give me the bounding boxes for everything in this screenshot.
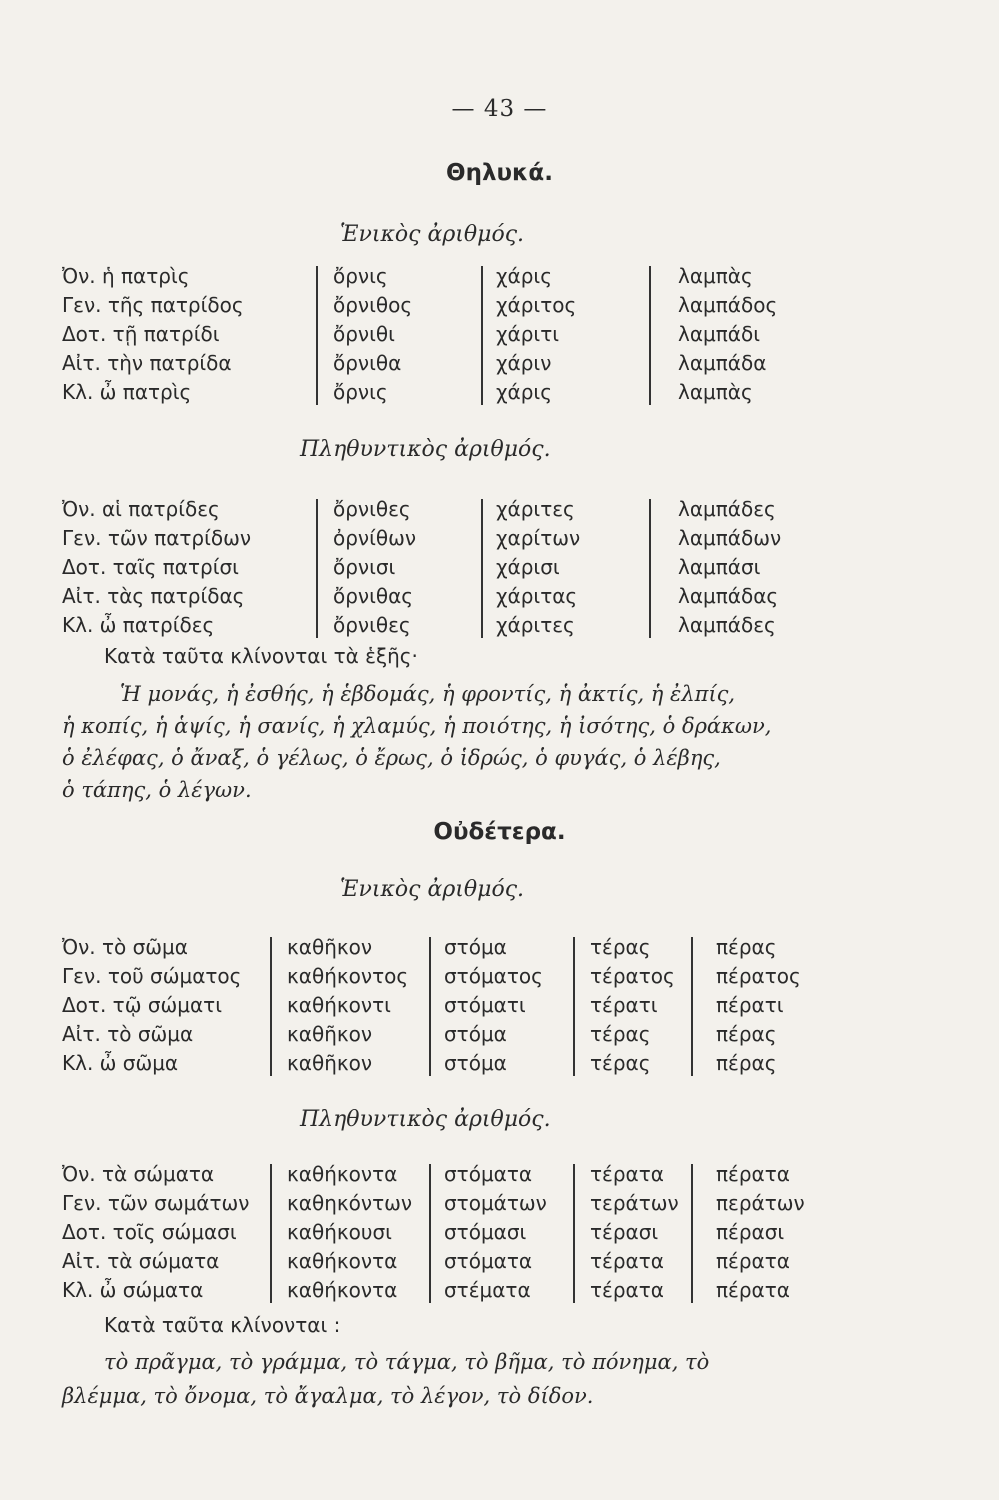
feminine-plural-cell-r5-c3: χάριτες <box>496 613 575 637</box>
section-title-neuter: Οὐδέτερα. <box>433 819 566 845</box>
neuter-plural-cell-r4-c5: πέρατα <box>716 1249 790 1273</box>
feminine-plural-column-divider <box>481 499 483 638</box>
neuter-plural-column-divider <box>270 1164 272 1303</box>
neuter-singular-cell-r2-c5: πέρατος <box>716 964 801 988</box>
neuter-plural-cell-r3-c2: καθήκουσι <box>287 1220 392 1244</box>
neuter-singular-cell-r5-c3: στόμα <box>444 1051 507 1075</box>
feminine-plural-cell-r5-c4: λαμπάδες <box>678 613 776 637</box>
neuter-plural-cell-r5-c2: καθήκοντα <box>287 1278 398 1302</box>
neuter-singular-cell-r1-c5: πέρας <box>716 935 777 959</box>
neuter-plural-cell-r4-c2: καθήκοντα <box>287 1249 398 1273</box>
feminine-singular-cell-r2-c2: ὄρνιθος <box>333 293 413 317</box>
neuter-singular-cell-r2-c1: Γεν. τοῦ σώματος <box>62 964 242 988</box>
neuter-list-line-1: τὸ πρᾶγμα, τὸ γράμμα, τὸ τάγμα, τὸ βῆμα, τὸ πόνημα, τὸ <box>104 1350 710 1374</box>
neuter-singular-cell-r2-c2: καθήκοντος <box>287 964 409 988</box>
neuter-plural-cell-r5-c1: Κλ. ὦ σώματα <box>62 1278 204 1302</box>
feminine-singular-cell-r5-c2: ὄρνις <box>333 380 388 404</box>
neuter-plural-cell-r3-c4: τέρασι <box>590 1220 659 1244</box>
feminine-plural-cell-r5-c2: ὄρνιθες <box>333 613 411 637</box>
feminine-singular-column-divider <box>316 266 318 405</box>
feminine-plural-column-divider <box>316 499 318 638</box>
feminine-singular-cell-r4-c2: ὄρνιθα <box>333 351 402 375</box>
neuter-plural-cell-r2-c4: τεράτων <box>590 1191 679 1215</box>
neuter-intro: Κατὰ ταῦτα κλίνονται : <box>104 1313 341 1337</box>
neuter-singular-cell-r1-c1: Ὀν. τὸ σῶμα <box>62 935 188 959</box>
neuter-plural-cell-r2-c1: Γεν. τῶν σωμάτων <box>62 1191 250 1215</box>
neuter-singular-cell-r3-c4: τέρατι <box>590 993 658 1017</box>
feminine-plural-table <box>0 495 999 645</box>
neuter-singular-cell-r5-c2: καθῆκον <box>287 1051 373 1075</box>
neuter-plural-cell-r4-c3: στόματα <box>444 1249 533 1273</box>
feminine-singular-column-divider <box>481 266 483 405</box>
feminine-singular-cell-r4-c4: λαμπάδα <box>678 351 767 375</box>
neuter-plural-cell-r1-c2: καθήκοντα <box>287 1162 398 1186</box>
neuter-plural-cell-r2-c2: καθηκόντων <box>287 1191 413 1215</box>
neuter-plural-cell-r4-c1: Αἰτ. τὰ σώματα <box>62 1249 220 1273</box>
neuter-singular-cell-r2-c3: στόματος <box>444 964 543 988</box>
neuter-singular-cell-r3-c2: καθήκοντι <box>287 993 391 1017</box>
feminine-plural-cell-r4-c4: λαμπάδας <box>678 584 779 608</box>
neuter-plural-label: Πληθυντικὸς ἀριθμός. <box>300 1107 551 1132</box>
neuter-singular-cell-r4-c5: πέρας <box>716 1022 777 1046</box>
neuter-singular-column-divider <box>270 937 272 1076</box>
feminine-singular-cell-r1-c3: χάρις <box>496 264 552 288</box>
feminine-plural-cell-r2-c3: χαρίτων <box>496 526 581 550</box>
feminine-plural-cell-r1-c4: λαμπάδες <box>678 497 776 521</box>
neuter-singular-label: Ἑνικὸς ἀριθμός. <box>340 877 525 902</box>
feminine-list-line-4: ὁ τάπης, ὁ λέγων. <box>62 778 252 802</box>
feminine-plural-cell-r2-c2: ὀρνίθων <box>333 526 417 550</box>
neuter-singular-cell-r1-c4: τέρας <box>590 935 651 959</box>
feminine-plural-cell-r4-c2: ὄρνιθας <box>333 584 414 608</box>
neuter-singular-column-divider <box>429 937 431 1076</box>
feminine-singular-cell-r3-c4: λαμπάδι <box>678 322 760 346</box>
neuter-plural-cell-r3-c3: στόμασι <box>444 1220 527 1244</box>
feminine-plural-cell-r3-c4: λαμπάσι <box>678 555 761 579</box>
neuter-plural-cell-r2-c5: περάτων <box>716 1191 805 1215</box>
neuter-singular-cell-r5-c5: πέρας <box>716 1051 777 1075</box>
feminine-singular-cell-r3-c2: ὄρνιθι <box>333 322 395 346</box>
neuter-singular-column-divider <box>691 937 693 1076</box>
feminine-singular-table <box>0 262 999 412</box>
neuter-singular-cell-r1-c3: στόμα <box>444 935 507 959</box>
feminine-singular-cell-r1-c2: ὄρνις <box>333 264 388 288</box>
neuter-singular-cell-r4-c1: Αἰτ. τὸ σῶμα <box>62 1022 194 1046</box>
feminine-singular-cell-r1-c1: Ὀν. ἡ πατρὶς <box>62 264 190 288</box>
feminine-intro: Κατὰ ταῦτα κλίνονται τὰ ἑξῆς· <box>104 644 418 668</box>
neuter-singular-cell-r1-c2: καθῆκον <box>287 935 373 959</box>
feminine-plural-cell-r1-c1: Ὀν. αἱ πατρίδες <box>62 497 220 521</box>
neuter-singular-cell-r3-c3: στόματι <box>444 993 526 1017</box>
neuter-plural-column-divider <box>429 1164 431 1303</box>
neuter-plural-cell-r5-c5: πέρατα <box>716 1278 790 1302</box>
feminine-plural-cell-r3-c1: Δοτ. ταῖς πατρίσι <box>62 555 239 579</box>
neuter-singular-cell-r3-c5: πέρατι <box>716 993 784 1017</box>
neuter-plural-cell-r1-c5: πέρατα <box>716 1162 790 1186</box>
feminine-singular-column-divider <box>649 266 651 405</box>
feminine-singular-cell-r4-c3: χάριν <box>496 351 552 375</box>
feminine-list-line-3: ὁ ἐλέφας, ὁ ἄναξ, ὁ γέλως, ὁ ἔρως, ὁ ἱδρώς, ὁ φυγάς, ὁ λέβης, <box>62 746 721 770</box>
feminine-singular-cell-r3-c1: Δοτ. τῇ πατρίδι <box>62 322 220 346</box>
neuter-plural-column-divider <box>691 1164 693 1303</box>
feminine-plural-cell-r2-c1: Γεν. τῶν πατρίδων <box>62 526 252 550</box>
feminine-plural-cell-r1-c3: χάριτες <box>496 497 575 521</box>
feminine-plural-cell-r3-c2: ὄρνισι <box>333 555 396 579</box>
neuter-singular-cell-r5-c4: τέρας <box>590 1051 651 1075</box>
feminine-list-line-2: ἡ κοπίς, ἡ ἁψίς, ἡ σανίς, ἡ χλαμύς, ἡ ποιότης, ἡ ἰσότης, ὁ δράκων, <box>62 714 772 738</box>
feminine-singular-cell-r2-c3: χάριτος <box>496 293 577 317</box>
neuter-plural-cell-r5-c4: τέρατα <box>590 1278 664 1302</box>
neuter-list-line-2: βλέμμα, τὸ ὄνομα, τὸ ἄγαλμα, τὸ λέγον, τὸ δίδον. <box>62 1384 594 1408</box>
feminine-plural-label: Πληθυντικὸς ἀριθμός. <box>300 437 551 462</box>
page-number: — 43 — <box>451 96 548 122</box>
feminine-singular-cell-r5-c1: Κλ. ὦ πατρὶς <box>62 380 192 404</box>
feminine-singular-cell-r2-c4: λαμπάδος <box>678 293 778 317</box>
neuter-plural-cell-r1-c3: στόματα <box>444 1162 533 1186</box>
neuter-singular-cell-r4-c2: καθῆκον <box>287 1022 373 1046</box>
neuter-singular-cell-r4-c4: τέρας <box>590 1022 651 1046</box>
neuter-plural-cell-r2-c3: στομάτων <box>444 1191 547 1215</box>
neuter-singular-cell-r4-c3: στόμα <box>444 1022 507 1046</box>
feminine-plural-cell-r4-c3: χάριτας <box>496 584 578 608</box>
feminine-singular-label: Ἑνικὸς ἀριθμός. <box>340 222 525 247</box>
feminine-plural-cell-r1-c2: ὄρνιθες <box>333 497 411 521</box>
feminine-singular-cell-r2-c1: Γεν. τῆς πατρίδος <box>62 293 244 317</box>
feminine-plural-cell-r5-c1: Κλ. ὦ πατρίδες <box>62 613 215 637</box>
feminine-singular-cell-r5-c3: χάρις <box>496 380 552 404</box>
neuter-plural-cell-r1-c1: Ὀν. τὰ σώματα <box>62 1162 215 1186</box>
neuter-plural-cell-r3-c1: Δοτ. τοῖς σώμασι <box>62 1220 237 1244</box>
neuter-plural-cell-r3-c5: πέρασι <box>716 1220 785 1244</box>
feminine-plural-cell-r4-c1: Αἰτ. τὰς πατρίδας <box>62 584 245 608</box>
feminine-plural-column-divider <box>649 499 651 638</box>
neuter-plural-column-divider <box>573 1164 575 1303</box>
neuter-plural-cell-r5-c3: στέματα <box>444 1278 531 1302</box>
feminine-singular-cell-r1-c4: λαμπὰς <box>678 264 753 288</box>
feminine-list-line-1: Ἡ μονάς, ἡ ἐσθής, ἡ ἑβδομάς, ἡ φροντίς, ἡ ἀκτίς, ἡ ἐλπίς, <box>120 682 736 706</box>
neuter-singular-table <box>0 933 999 1083</box>
section-title-feminine: Θηλυκά. <box>446 160 553 186</box>
neuter-singular-cell-r2-c4: τέρατος <box>590 964 675 988</box>
neuter-singular-column-divider <box>573 937 575 1076</box>
neuter-singular-cell-r5-c1: Κλ. ὦ σῶμα <box>62 1051 179 1075</box>
feminine-plural-cell-r3-c3: χάρισι <box>496 555 560 579</box>
neuter-plural-cell-r4-c4: τέρατα <box>590 1249 664 1273</box>
neuter-plural-cell-r1-c4: τέρατα <box>590 1162 664 1186</box>
neuter-singular-cell-r3-c1: Δοτ. τῷ σώματι <box>62 993 222 1017</box>
neuter-plural-table <box>0 1160 999 1310</box>
feminine-singular-cell-r3-c3: χάριτι <box>496 322 560 346</box>
feminine-singular-cell-r5-c4: λαμπὰς <box>678 380 753 404</box>
feminine-plural-cell-r2-c4: λαμπάδων <box>678 526 782 550</box>
feminine-singular-cell-r4-c1: Αἰτ. τὴν πατρίδα <box>62 351 232 375</box>
